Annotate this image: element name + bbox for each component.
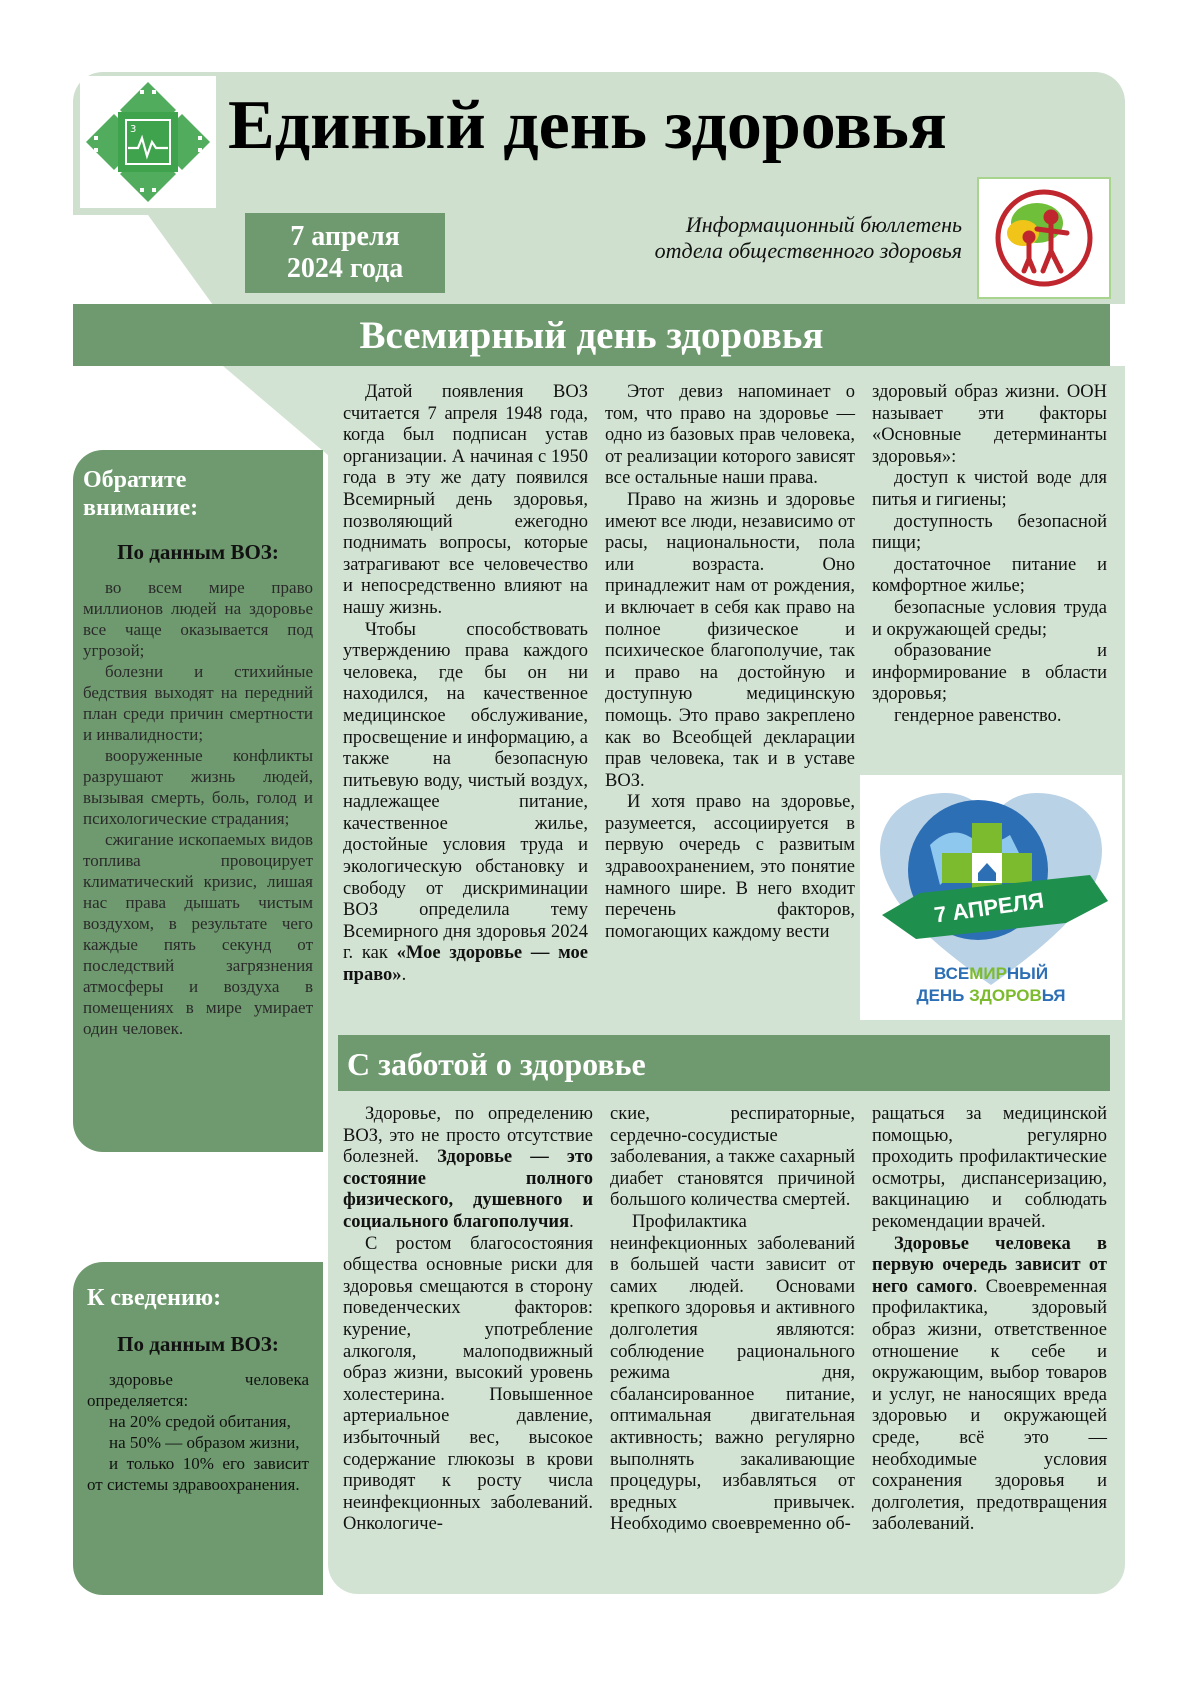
paragraph: Право на жизнь и здоровье имеют все люди, независимо от расы, национальности, пола или возраста. Оно принадлежит нам от рождения, и включает в себя как право на полное физическое и психическое благополучие, так и право на достойную и доступную медицинскую помощь. Это право закреплено как во Всеобщей декларации прав человека, так и в уставе ВОЗ.: [605, 489, 855, 791]
paragraph-text: Чтобы способствовать утверждению права каждого человека, где бы он ни находился, на качественное медицинское обслуживание, просвещение и информацию, а также на безопасную питьевую воду, чистый воздух, надлежащее питание, качественное жилье, достойные условия труда и экологическую обстановку и свободу от дискриминации ВОЗ определила тему Всемирного дня здоровья 2024 г. как: [343, 619, 588, 964]
article2-column-1: [343, 1104, 593, 1536]
paragraph: здоровый образ жизни. ООН называет эти факторы «Основные детерминанты здоровья»:: [872, 382, 1107, 467]
logo: [80, 76, 216, 208]
bulletin-line-2: отдела общественного здоровья: [654, 238, 962, 263]
paragraph: Профилактика неинфекционных заболеваний в большей части зависит от самих людей. Основами крепкого здоровья и активного долголетия являются: соблюдение рационального режима дня, сбалансированное питание, оптимальная двигательная активность; важно регулярно выполнять закаливающие процедуры, избавляться от вредных привычек. Необходимо своевременно об-: [610, 1211, 855, 1535]
paragraph-end: .: [401, 965, 407, 986]
list-item: образование и информирование в области здоровья;: [872, 641, 1107, 705]
paragraph: ращаться за медицинской помощью, регулярно проходить профилактические осмотры, диспансеризацию, вакцинацию и соблюдать рекомендации врачей.: [872, 1104, 1107, 1232]
sidebar-info-subheading: По данным ВОЗ:: [117, 1332, 279, 1356]
paragraph: Датой появления ВОЗ считается 7 апреля 1948 года, когда был подписан устав организации. А начиная с 1950 года в эту же дату появился Всемирный день здоровья, позволяющий ежегодно поднимать вопросы, которые затрагивают все человечество и непосредственно влияют на нашу жизнь.: [343, 382, 588, 618]
list-item: достаточное питание и комфортное жилье;: [872, 554, 1107, 597]
section-title-health-care: С заботой о здоровье: [347, 1046, 646, 1082]
world-health-day-poster: [860, 775, 1122, 1020]
list-item: здоровье человека определяется:: [87, 1370, 309, 1410]
sidebar-attention-subheading: По данным ВОЗ:: [117, 540, 279, 564]
paragraph: Этот девиз напоминает о том, что право на здоровье — одно из базовых прав человека, от реализации которого зависят все остальные наши права.: [605, 382, 855, 489]
page-title: Единый день здоровья: [228, 87, 947, 164]
header-corner-cut: [73, 215, 213, 305]
heading-line-1: Обратите: [83, 467, 187, 493]
article-column-2: [605, 382, 855, 943]
sidebar-attention: [73, 450, 323, 1152]
article2-column-2: [610, 1104, 855, 1536]
poster-caption-1: ВСЕМИРНЫЙ: [933, 964, 1049, 983]
sidebar-for-info: [73, 1262, 323, 1595]
poster-caption-2: ДЕНЬ ЗДОРОВЬЯ: [916, 986, 1066, 1005]
list-item: доступ к чистой воде для питья и гигиены;: [872, 468, 1107, 510]
article-column-1: [343, 382, 588, 987]
public-health-emblem: [977, 177, 1111, 299]
poster-ribbon-text: 7 АПРЕЛЯ: [932, 887, 1046, 928]
paragraph: [343, 1104, 593, 1234]
paragraph-end: .: [569, 1211, 574, 1232]
list-item: доступность безопасной пищи;: [872, 511, 1107, 554]
section-title-world-health-day: Всемирный день здоровья: [359, 314, 824, 357]
article-column-3: [872, 382, 1107, 728]
list-item: сжигание ископаемых видов топлива провоцирует климатический кризис, лишая нас права дышать чистым воздухом, в результате чего каждые пять секунд от последствий загрязнения атмосферы и воздуха в помещениях в мире умирает один человек.: [83, 830, 313, 1038]
heading-line-2: внимание:: [83, 495, 199, 521]
bulletin-caption: [580, 212, 962, 264]
emphasis-text: Здоровье человека в первую очередь зависит от него самого: [872, 1233, 1107, 1297]
bulletin-line-1: Информационный бюллетень: [685, 212, 962, 237]
article2-column-3: [872, 1104, 1107, 1536]
sidebar-info-list: [73, 1357, 323, 1495]
date-line-1: 7 апреля: [290, 221, 400, 252]
health-ornament-icon: [80, 76, 216, 208]
paragraph: ские, респираторные, сердечно-сосудистые заболевания, а также сахарный диабет становятся причиной большого количества смертей.: [610, 1104, 855, 1211]
list-item: и только 10% его зависит от системы здравоохранения.: [87, 1454, 309, 1494]
heart-globe-icon: [860, 775, 1122, 1020]
list-item: во всем мире право миллионов людей на здоровье все чаще оказывается под угрозой;: [83, 578, 313, 660]
list-item: безопасные условия труда и окружающей среды;: [872, 597, 1107, 640]
panel-diagonal: [73, 366, 329, 456]
paragraph: И хотя право на здоровье, разумеется, ассоциируется в первую очередь с развитым здравоохранением, это понятие намного шире. В него входит перечень факторов, помогающих каждому вести: [605, 792, 855, 942]
list-item: болезни и стихийные бедствия выходят на передний план среди причин смертности и инвалидности;: [83, 662, 313, 744]
list-item: на 20% средой обитания,: [109, 1412, 291, 1431]
list-item: гендерное равенство.: [894, 705, 1062, 726]
sidebar-info-heading: К сведению:: [87, 1285, 222, 1311]
svg-text:3: 3: [130, 124, 137, 135]
motto-text: «Мое здоровье — мое право»: [343, 943, 588, 986]
date-badge: [245, 213, 445, 293]
paragraph: [872, 1234, 1107, 1536]
list-item: на 50% — образом жизни,: [109, 1433, 300, 1452]
paragraph: С ростом благосостояния общества основные риски для здоровья смещаются в сторону поведенческих факторов: курение, употребление алкоголя, малоподвижный образ жизни, высокий уровень холестерина. Повышенное артериальное давление, избыточный вес, высокое содержание глюкозы в крови приводят к росту числа неинфекционных заболеваний. Онкологиче-: [343, 1233, 593, 1535]
list-item: вооруженные конфликты разрушают жизнь людей, вызывая смерть, боль, голод и психологические страдания;: [83, 746, 313, 828]
paragraph-text: . Своевременная профилактика, здоровый образ жизни, ответственное отношение к себе и окружающим, выбор товаров и услуг, не наносящих вреда здоровью и окружающей среде, всё это — необходимые условия сохранения здоровья и долголетия, предотвращения заболеваний.: [872, 1276, 1107, 1535]
paragraph: [343, 620, 588, 987]
people-emblem-icon: [979, 179, 1109, 297]
sidebar-attention-heading: [73, 450, 323, 522]
date-line-2: 2024 года: [286, 253, 404, 284]
definition-text: Здоровье — это состояние полного физического, душевного и социального благополучия: [343, 1147, 593, 1232]
paragraph-text: Здоровье, по определению ВОЗ, это не просто отсутствие болезней.: [343, 1104, 593, 1168]
sidebar-attention-list: [73, 565, 323, 1039]
